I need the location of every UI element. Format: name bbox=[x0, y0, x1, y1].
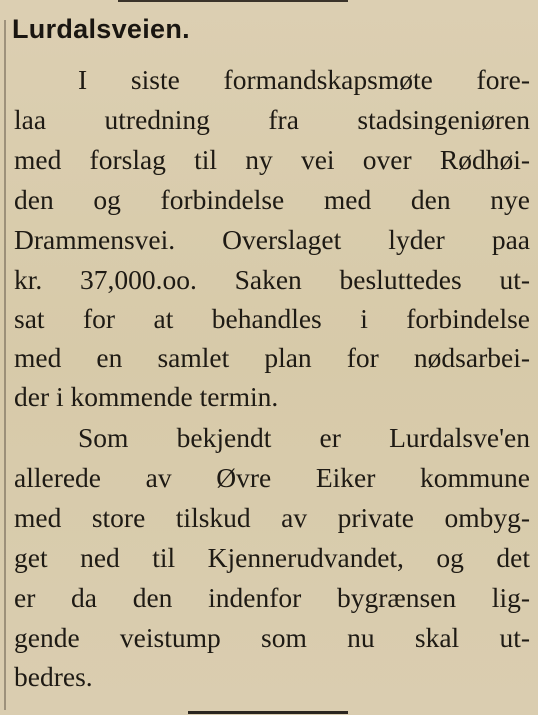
article-line: den og forbindelse med den nye bbox=[14, 184, 530, 215]
article-line: bedres. bbox=[14, 661, 93, 692]
article-line: med forslag til ny vei over Rødhøi- bbox=[14, 144, 530, 175]
article-line: er da den indenfor bygrænsen lig- bbox=[14, 582, 530, 613]
article-line: allerede av Øvre Eiker kommune bbox=[14, 462, 530, 493]
left-column-rule bbox=[4, 20, 6, 710]
article-line: med en samlet plan for nødsarbei- bbox=[14, 342, 530, 373]
article-line: med store tilskud av private ombyg- bbox=[14, 502, 530, 533]
article-line: I siste formandskapsmøte fore- bbox=[78, 64, 530, 95]
top-rule bbox=[118, 0, 348, 2]
article-headline: Lurdalsveien. bbox=[12, 14, 190, 44]
article-line: kr. 37,000.oo. Saken besluttedes ut- bbox=[14, 264, 530, 295]
article-line: Drammensvei. Overslaget lyder paa bbox=[14, 224, 530, 255]
article-line: gende veistump som nu skal ut- bbox=[14, 622, 530, 653]
bottom-rule bbox=[188, 711, 348, 714]
article-line: laa utredning fra stadsingeniøren bbox=[14, 104, 530, 135]
article-line: Som bekjendt er Lurdalsve'en bbox=[78, 422, 530, 453]
article-line: der i kommende termin. bbox=[14, 381, 279, 412]
article-line: get ned til Kjennerudvandet, og det bbox=[14, 542, 530, 573]
article-line: sat for at behandles i forbindelse bbox=[14, 303, 530, 334]
